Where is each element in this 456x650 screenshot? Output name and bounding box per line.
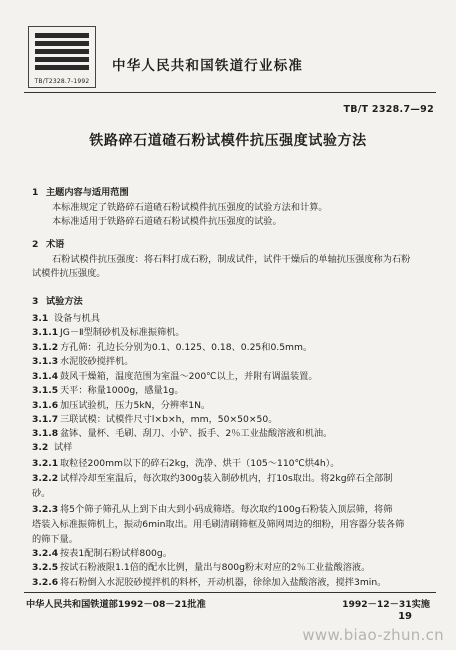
body-line: [32, 577, 386, 589]
clause-number: 3: [32, 296, 39, 307]
body-line: [32, 473, 392, 485]
section-heading: [32, 187, 129, 199]
clause-number: 3.2.5: [32, 562, 59, 573]
logo-bars-icon: [35, 33, 89, 71]
organization-title: 中华人民共和国铁道行业标准: [112, 58, 304, 74]
line-text: 天平：称量1000g，感量1g。: [60, 385, 184, 396]
clause-number: 3.1.3: [32, 356, 59, 367]
line-text: 塔装入标准振筛机上，振动6min取出。用毛刷清刷筛框及筛网周边的细粉，用容器分装各筛: [32, 519, 405, 530]
body-line: [32, 385, 184, 397]
line-text: 试样冷却至室温后，每次取约300g装入制砂机内，打10s取出。将2kg碎石全部制: [60, 473, 393, 484]
clause-number: 3.1.5: [32, 385, 59, 396]
body-line: [32, 458, 339, 470]
line-text: 三联试模：试模件尺寸l×b×h，mm，50×50×50。: [60, 414, 278, 425]
body-line: [32, 342, 312, 354]
body-line: [32, 534, 78, 546]
section-heading: [32, 239, 64, 251]
body-line: [32, 519, 404, 531]
line-text: 本标准规定了铁路碎石道碴石粉试模件抗压强度的试验方法和计算。: [52, 202, 328, 213]
line-text: 术语: [46, 239, 65, 250]
body-line: [32, 504, 392, 516]
document-title: 铁路碎石道碴石粉试模件抗压强度试验方法: [89, 133, 367, 149]
line-text: 试样: [54, 442, 73, 453]
body-line: [32, 313, 100, 325]
clause-number: 3.1.7: [32, 414, 59, 425]
clause-number: 3.1.1: [32, 327, 59, 338]
line-text: 按试石粉液限1.1倍的配水比例，量出与800g粉末对应的2％工业盐酸溶液。: [60, 562, 371, 573]
body-line: [52, 202, 328, 214]
watermark: www.biao-zhun.cn: [302, 626, 444, 644]
clause-number: 3.1: [32, 313, 49, 324]
line-text: 石粉试模件抗压强度：将石料打成石粉，制成试件，试件干燥后的单轴抗压强度称为石粉: [52, 254, 411, 265]
clause-number: 3.1.2: [32, 342, 59, 353]
clause-number: 3.1.4: [32, 371, 59, 382]
body-line: [32, 400, 210, 412]
line-text: 设备与机具: [54, 313, 100, 324]
line-text: 鼓风干燥箱，温度范围为室温～200℃以上，并附有调温装置。: [60, 371, 318, 382]
section-heading: [32, 296, 83, 308]
header-rule: [24, 92, 436, 93]
line-text: 方孔筛：孔边长分别为0.1、0.125、0.18、0.25和0.5mm。: [60, 342, 313, 353]
line-text: 的筛下量。: [32, 534, 78, 545]
body-line: [32, 428, 332, 440]
approval-date: 中华人民共和国铁道部1992－08－21批准: [26, 599, 206, 610]
body-line: [32, 356, 134, 368]
line-text: 按表1配制石粉试样800g。: [60, 548, 172, 559]
line-text: JG－Ⅱ型制砂机及标准振筛机。: [60, 327, 185, 338]
clause-number: 3.2.3: [32, 504, 59, 515]
line-text: 本标准适用于铁路碎石道碴石粉试模件抗压强度的试验。: [52, 216, 282, 227]
line-text: 盆钵、量杯、毛刷、刮刀、小铲、扳手、2％工业盐酸溶液和机油。: [60, 428, 333, 439]
body-line: [52, 254, 410, 266]
line-text: 砂。: [32, 488, 51, 499]
line-text: 试验方法: [46, 296, 83, 307]
clause-number: 1: [32, 187, 39, 198]
body-line: [32, 562, 370, 574]
line-text: 试模件抗压强度。: [32, 268, 106, 279]
clause-number: 2: [32, 239, 39, 250]
clause-number: 3.2.2: [32, 473, 59, 484]
body-line: [32, 268, 106, 280]
body-line: [32, 488, 50, 500]
clause-number: 3.2.1: [32, 458, 59, 469]
page-number: 19: [398, 611, 412, 622]
clause-number: 3.2.4: [32, 548, 59, 559]
implementation-date: 1992－12－31实施: [342, 599, 430, 610]
body-line: [32, 371, 318, 383]
clause-number: 3.1.8: [32, 428, 59, 439]
line-text: 将5个筛子筛孔从上到下由大到小码成筛塔。每次取约100g石粉装入顶层筛，将筛: [60, 504, 393, 515]
line-text: 加压试验机，压力5kN，分辨率1N。: [60, 400, 211, 411]
clause-number: 3.2: [32, 442, 49, 453]
body-line: [32, 327, 185, 339]
footer-rule: [24, 592, 436, 593]
logo-code: TB/T2328.7-1992: [34, 78, 90, 85]
line-text: 取粒径200mm以下的碎石2kg，洗净、烘干（105～110℃烘4h）。: [60, 458, 340, 469]
body-line: [52, 216, 282, 228]
body-line: [32, 548, 172, 560]
line-text: 主题内容与适用范围: [46, 187, 129, 198]
line-text: 将石粉倒入水泥胶砂搅拌机的料杯，开动机器，徐徐加入盐酸溶液，搅拌3min。: [60, 577, 387, 588]
standard-logo: [28, 26, 96, 88]
clause-number: 3.1.6: [32, 400, 59, 411]
standard-number: TB/T 2328.7—92: [343, 104, 434, 115]
body-line: [32, 414, 277, 426]
line-text: 水泥胶砂搅拌机。: [60, 356, 134, 367]
clause-number: 3.2.6: [32, 577, 59, 588]
body-line: [32, 442, 72, 454]
